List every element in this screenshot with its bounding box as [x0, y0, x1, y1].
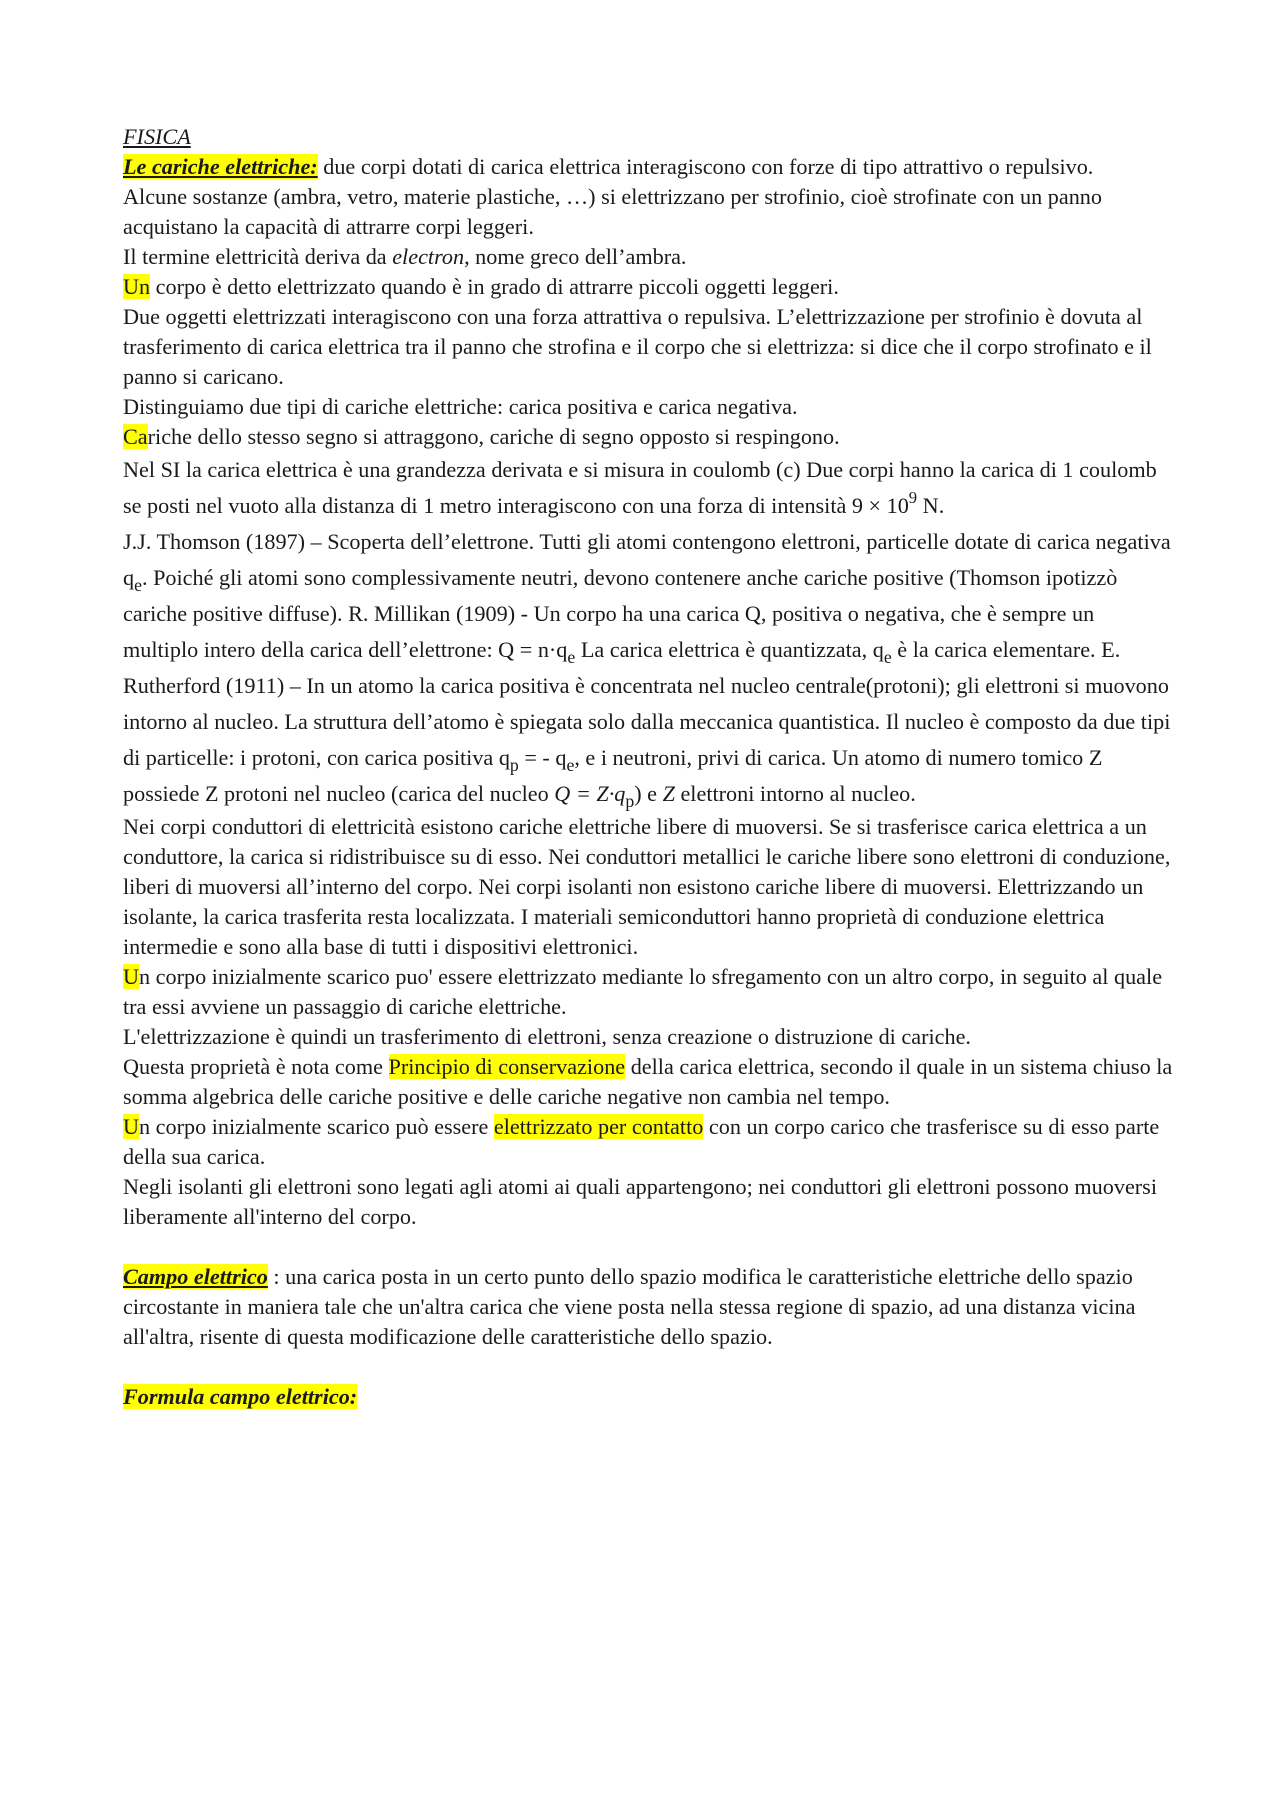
campo-heading: Campo elettrico — [123, 1264, 268, 1289]
spacer — [123, 1232, 1173, 1262]
paragraph: Cariche dello stesso segno si attraggono, cariche di segno opposto si respingono. — [123, 424, 840, 449]
document-body — [123, 122, 1173, 1412]
highlight: U — [123, 1114, 140, 1139]
formula-section — [123, 1382, 1173, 1412]
highlight: Ca — [123, 424, 148, 449]
paragraph: Il termine elettricità deriva da electron, nome greco dell’ambra. — [123, 244, 687, 269]
paragraph: J.J. Thomson (1897) – Scoperta dell’elettrone. Tutti gli atomi contengono elettroni, particelle dotate di carica negativa $q_e$. Poiché gli atomi sono complessivamente neutri, devono contenere anche cariche positive (Thomson ipotizzò cariche positive diffuse). R. Millikan (1909) - Un corpo ha una carica Q, positiva o negativa, che è sempre un multiplo intero della carica dell’elettrone: $Q = n\cdot q_e$ La carica elettrica è quantizzata, $q_e$ è la carica elementare. E. Rutherford (1911) – In un atomo la carica positiva è concentrata nel nucleo centrale(protoni); gli elettroni si muovono intorno al nucleo. La struttura dell’atomo è spiegata solo dalla meccanica quantistica. Il nucleo è composto da due tipi di particelle: i protoni, con carica positiva $q_p$ = - $q_e$, e i neutroni, privi di carica. Un atomo di numero tomico Z possiede Z protoni nel nucleo (carica del nucleo $Q = Z\cdot q_p$) e Z elettroni intorno al nucleo. — [123, 529, 1171, 812]
cariche-heading: Le cariche elettriche: — [123, 154, 318, 179]
paragraph: Alcune sostanze (ambra, vetro, materie plastiche, …) si elettrizzano per strofinio, cioè strofinate con un panno acquistano la capacità di attrarre corpi leggeri. — [123, 184, 1102, 239]
document-title: FISICA — [123, 124, 191, 149]
highlight: Un — [123, 274, 151, 299]
paragraph: Un corpo inizialmente scarico puo' essere elettrizzato mediante lo sfregamento con un altro corpo, in seguito al quale tra essi avviene un passaggio di cariche elettriche. — [123, 964, 1163, 1019]
paragraph: Un corpo inizialmente scarico può essere elettrizzato per contatto con un corpo carico che trasferisce su di esso parte della sua carica. — [123, 1114, 1160, 1169]
paragraph: Negli isolanti gli elettroni sono legati agli atomi ai quali appartengono; nei conduttori gli elettroni possono muoversi liberamente all'interno del corpo. — [123, 1174, 1157, 1229]
paragraph: Un corpo è detto elettrizzato quando è in grado di attrarre piccoli oggetti leggeri. — [123, 274, 839, 299]
paragraph: Nei corpi conduttori di elettricità esistono cariche elettriche libere di muoversi. Se si trasferisce carica elettrica a un conduttore, la carica si ridistribuisce su di esso. Nei conduttori metallici le cariche libere sono elettroni di conduzione, liberi di muoversi all’interno del corpo. Nei corpi isolanti non esistono cariche libere di muoversi. Elettrizzando un isolante, la carica trasferita resta localizzata. I materiali semiconduttori hanno proprietà di conduzione elettrica intermedie e sono alla base di tutti i dispositivi elettronici. — [123, 814, 1171, 959]
highlight: U — [123, 964, 140, 989]
cariche-intro: Le cariche elettriche: due corpi dotati di carica elettrica interagiscono con forze di tipo attrattivo o repulsivo. — [123, 154, 1094, 179]
paragraph: Questa proprietà è nota come Principio di conservazione della carica elettrica, secondo il quale in un sistema chiuso la somma algebrica delle cariche positive e delle cariche negative non cambia nel tempo. — [123, 1054, 1173, 1109]
spacer — [123, 1352, 1173, 1382]
paragraph: Distinguiamo due tipi di cariche elettriche: carica positiva e carica negativa. — [123, 394, 798, 419]
highlight: Principio di conservazione — [388, 1054, 626, 1079]
campo-section: Campo elettrico : una carica posta in un certo punto dello spazio modifica le caratteristiche elettriche dello spazio circostante in maniera tale che un'altra carica che viene posta nella stessa regione di spazio, ad una distanza vicina all'altra, risente di questa modificazione delle caratteristiche dello spazio. — [123, 1264, 1136, 1349]
paragraph: L'elettrizzazione è quindi un trasferimento di elettroni, senza creazione o distruzione di cariche. — [123, 1024, 971, 1049]
paragraph: Nel SI la carica elettrica è una grandezza derivata e si misura in coulomb (c) Due corpi hanno la carica di 1 coulomb se posti nel vuoto alla distanza di 1 metro interagiscono con una forza di intensità $9 \times 10^9$ N. — [123, 457, 1157, 518]
paragraph: Due oggetti elettrizzati interagiscono con una forza attrattiva o repulsiva. L’elettrizzazione per strofinio è dovuta al trasferimento di carica elettrica tra il panno che strofina e il corpo che si elettrizza: si dice che il corpo strofinato e il panno si caricano. — [123, 304, 1152, 389]
highlight: elettrizzato per contatto — [493, 1114, 704, 1139]
formula-heading: Formula campo elettrico: — [123, 1384, 358, 1409]
math-formula: Q = Z·q — [554, 781, 626, 806]
